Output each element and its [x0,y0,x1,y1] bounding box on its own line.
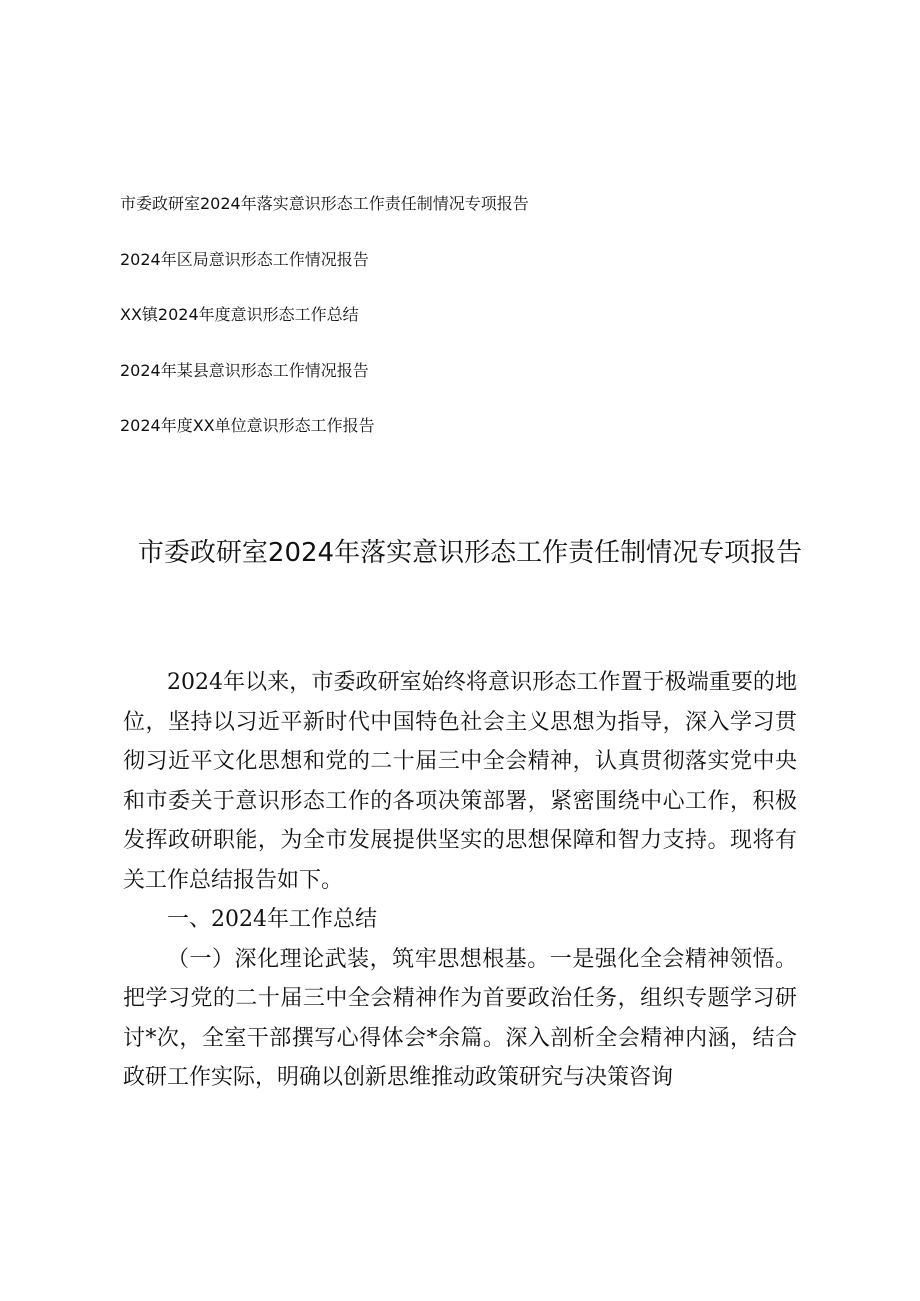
toc-item[interactable]: XX镇2024年度意识形态工作总结 [120,305,359,324]
body-paragraph: （一）深化理论武装，筑牢思想根基。一是强化全会精神领悟。把学习党的二十届三中全会精神作为首要政治任务，组织专题学习研讨*次，全室干部撰写心得体会*余篇。深入剖析全会精神内涵，结合政研工作实际，明确以创新思维推动政策研究与决策咨询 [123,946,797,1090]
document-body [123,663,797,1098]
document-title: 市委政研室2024年落实意识形态工作责任制情况专项报告 [137,538,803,568]
table-of-contents [120,190,820,468]
intro-paragraph: 2024年以来，市委政研室始终将意识形态工作置于极端重要的地位，坚持以习近平新时代中国特色社会主义思想为指导，深入学习贯彻习近平文化思想和党的二十届三中全会精神，认真贯彻落实党中央和市委关于意识形态工作的各项决策部署，紧密围绕中心工作，积极发挥政研职能，为全市发展提供坚实的思想保障和智力支持。现将有关工作总结报告如下。 [123,670,797,893]
toc-item[interactable]: 2024年区局意识形态工作情况报告 [120,249,369,269]
toc-item[interactable]: 市委政研室2024年落实意识形态工作责任制情况专项报告 [120,194,529,213]
toc-item[interactable]: 2024年某县意识形态工作情况报告 [120,360,369,380]
section-heading: 一、2024年工作总结 [167,907,377,932]
toc-item[interactable]: 2024年度XX单位意识形态工作报告 [120,416,375,435]
